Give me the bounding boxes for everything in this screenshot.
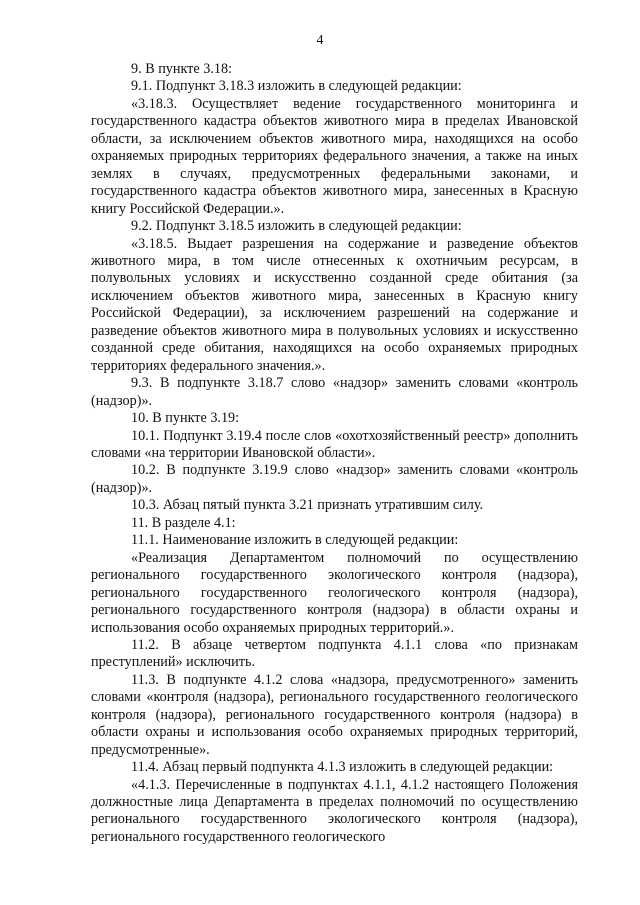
paragraph-11-4: 11.4. Абзац первый подпункта 4.1.3 изложить в следующей редакции: bbox=[131, 759, 554, 776]
paragraph-11-1: 11.1. Наименование изложить в следующей редакции: bbox=[131, 532, 459, 549]
paragraph-9-3: 9.3. В подпункте 3.18.7 слово «надзор» заменить словами «контроль (надзор)». bbox=[91, 375, 578, 409]
paragraph-9-1: 9.1. Подпункт 3.18.3 изложить в следующей редакции: bbox=[131, 78, 462, 95]
paragraph-10-3: 10.3. Абзац пятый пункта 3.21 признать утратившим силу. bbox=[131, 497, 484, 514]
quote-3-18-5: «3.18.5. Выдает разрешения на содержание и разведение объектов животного мира, в том числе отнесенных к охотничьим ресурсам, в полувольных условиях и искусственно созданной среде обитания (за исключением объектов животного мира, занесенных в Красную книгу Российской Федерации), за исключением разрешений на содержание и разведение объектов животного мира в полувольных условиях и искусственно созданной среде обитания, находящихся на особо охраняемых природных территориях федерального значения.». bbox=[91, 235, 578, 374]
paragraph-10: 10. В пункте 3.19: bbox=[131, 410, 240, 427]
paragraph-9: 9. В пункте 3.18: bbox=[131, 61, 232, 77]
quote-4-1-3: «4.1.3. Перечисленные в подпунктах 4.1.1, 4.1.2 настоящего Положения должностные лица Департамента в пределах полномочий по осуществлению регионального государственного экологического контроля (надзора), регионального государственного геологического bbox=[91, 776, 578, 845]
document-body bbox=[91, 61, 578, 846]
paragraph-11-2: 11.2. В абзаце четвертом подпункта 4.1.1 слова «по признакам преступлений» исключить. bbox=[91, 636, 578, 671]
quote-section-title: «Реализация Департаментом полномочий по осуществлению регионального государственного экологического контроля (надзора), регионального государственного геологического контроля (надзора), регионального государственного контроля (надзора) в области охраны и использования особо охраняемых природных территорий.». bbox=[91, 549, 578, 636]
page-number: 4 bbox=[316, 33, 324, 48]
paragraph-10-1: 10.1. Подпункт 3.19.4 после слов «охотхозяйственный реестр» дополнить словами «на территории Ивановской области». bbox=[91, 427, 578, 461]
quote-3-18-3: «3.18.3. Осуществляет ведение государственного мониторинга и государственного кадастра объектов животного мира в пределах Ивановской области, за исключением объектов животного мира, находящихся на особо охраняемых природных территориях федерального значения, а также на иных землях в случаях, предусмотренных федеральными законами, и государственного кадастра объектов животного мира, занесенных в Красную книгу Российской Федерации.». bbox=[91, 95, 578, 217]
paragraph-11: 11. В разделе 4.1: bbox=[131, 514, 236, 531]
paragraph-9-2: 9.2. Подпункт 3.18.5 изложить в следующей редакции: bbox=[131, 218, 462, 235]
paragraph-11-3: 11.3. В подпункте 4.1.2 слова «надзора, предусмотренного» заменить словами «контроля (надзора), регионального государственного геологического контроля (надзора), регионального государственного контроля (надзора) в области охраны и использования особо охраняемых природных территорий, предусмотренные». bbox=[91, 671, 578, 758]
paragraph-10-2: 10.2. В подпункте 3.19.9 слово «надзор» заменить словами «контроль (надзор)». bbox=[91, 462, 578, 496]
